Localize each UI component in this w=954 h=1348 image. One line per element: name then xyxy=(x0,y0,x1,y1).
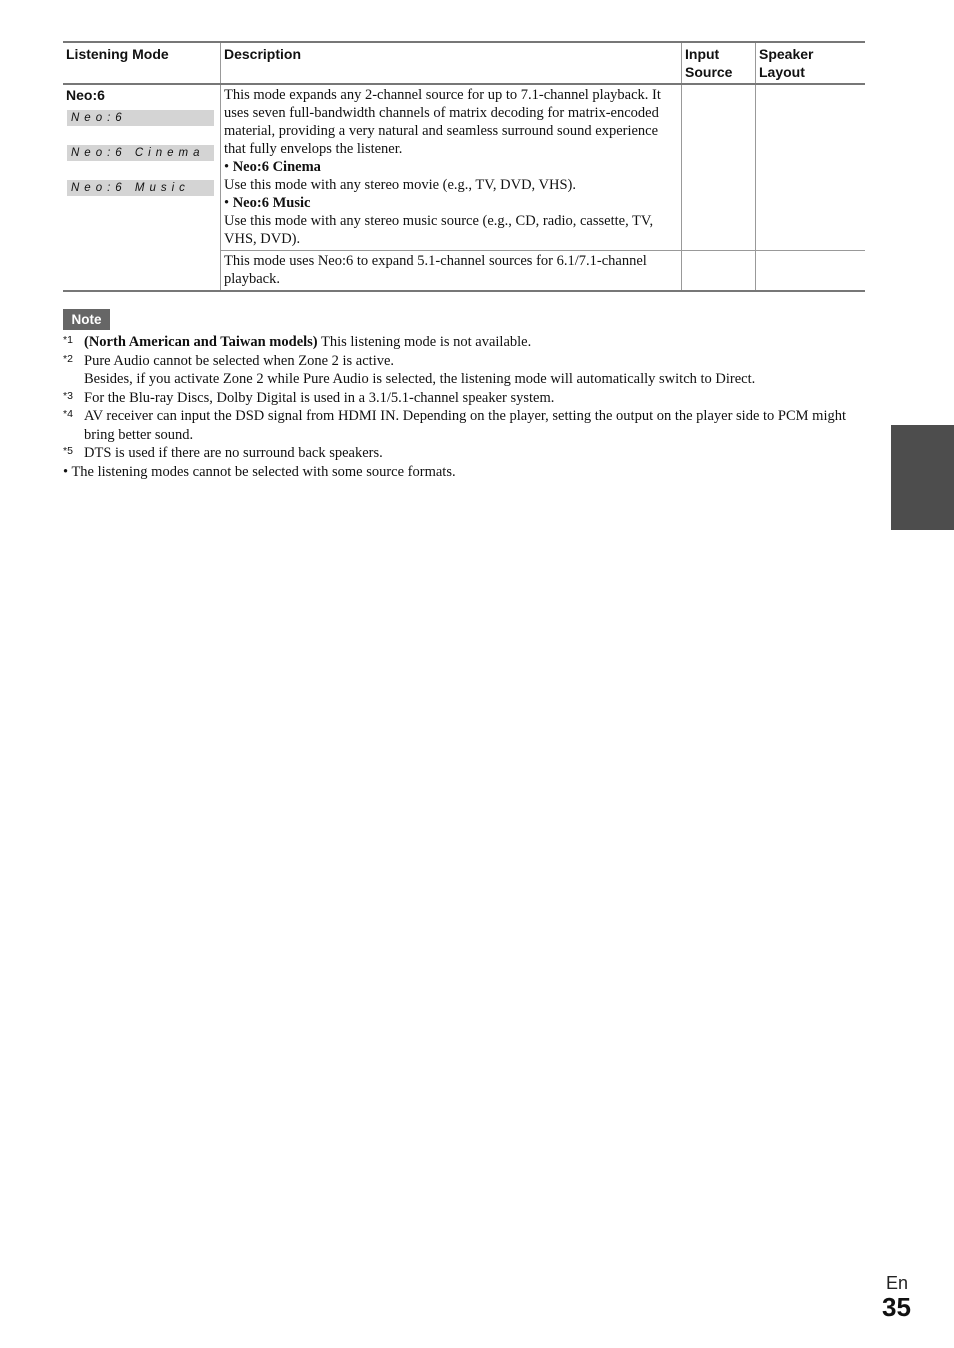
footnote-mark: *3 xyxy=(63,389,73,402)
page-number: 35 xyxy=(882,1292,911,1322)
footnote-mark: *2 xyxy=(63,352,73,365)
footnote xyxy=(63,333,868,352)
footnote xyxy=(63,352,868,389)
input-source-cell xyxy=(682,84,756,251)
footnote-text: Besides, if you activate Zone 2 while Pure Audio is selected, the listening mode will automatically switch to Direct. xyxy=(84,371,756,387)
table-header-row xyxy=(63,42,865,84)
description-cell xyxy=(221,251,682,292)
header-speaker-layout: Speaker Layout xyxy=(756,42,866,84)
table-row xyxy=(63,84,865,251)
footnote-text: Pure Audio cannot be selected when Zone 2 is active. xyxy=(84,352,395,369)
footnote-text: This listening mode is not available. xyxy=(317,334,532,350)
input-source-cell xyxy=(682,251,756,292)
mode-name: Neo:6 xyxy=(66,87,105,103)
footnote xyxy=(63,389,868,408)
description-text: This mode expands any 2-channel source for up to 7.1-channel playback. It uses seven full-bandwidth channels of matrix decoding for matrix-encoded material, providing a very natural and seamless surround sound experience that fully envelops the listener. xyxy=(224,87,661,157)
mode-cell xyxy=(63,84,221,291)
speaker-layout-cell xyxy=(756,84,866,251)
header-input-source: Input Source xyxy=(682,42,756,84)
general-note: • The listening modes cannot be selected with some source formats. xyxy=(63,463,456,480)
footnote-text: DTS is used if there are no surround back speakers. xyxy=(84,445,383,461)
footnote-text: For the Blu-ray Discs, Dolby Digital is used in a 3.1/5.1-channel speaker system. xyxy=(84,389,555,406)
speaker-layout-cell xyxy=(756,251,866,292)
note-label: Note xyxy=(63,309,110,330)
footnote-mark: *1 xyxy=(63,334,73,346)
header-listening-mode: Listening Mode xyxy=(66,46,169,62)
section-tab xyxy=(891,425,954,530)
footnote xyxy=(63,444,868,463)
display-indicator: Neo:6 xyxy=(67,110,214,126)
description-text: This mode uses Neo:6 to expand 5.1-channel sources for 6.1/7.1-channel playback. xyxy=(224,253,647,287)
display-indicator: Neo:6 Cinema xyxy=(67,145,214,161)
footnote-mark: *4 xyxy=(63,408,73,420)
header-description: Description xyxy=(221,42,682,84)
sub-mode-item: • Neo:6 Music xyxy=(224,195,311,211)
footnote-bold: (North American and Taiwan models) xyxy=(84,334,318,350)
footnote xyxy=(63,407,868,444)
sub-mode-title: Neo:6 Music xyxy=(232,195,311,211)
footnotes xyxy=(63,333,868,481)
sub-mode-item: • Neo:6 Cinema xyxy=(224,159,321,175)
sub-mode-text: Use this mode with any stereo music source (e.g., CD, radio, cassette, TV, VHS, DVD). xyxy=(224,213,654,247)
listening-mode-table xyxy=(63,41,865,292)
sub-mode-text: Use this mode with any stereo movie (e.g., TV, DVD, VHS). xyxy=(224,177,576,193)
footnote-mark: *5 xyxy=(63,445,73,457)
display-indicator: Neo:6 Music xyxy=(67,180,214,196)
footnote-text: AV receiver can input the DSD signal from HDMI IN. Depending on the player, setting the output on the player side to PCM might bring better sound. xyxy=(84,408,847,443)
sub-mode-title: Neo:6 Cinema xyxy=(232,159,321,175)
description-cell xyxy=(221,84,682,251)
language-label: En xyxy=(886,1273,909,1293)
